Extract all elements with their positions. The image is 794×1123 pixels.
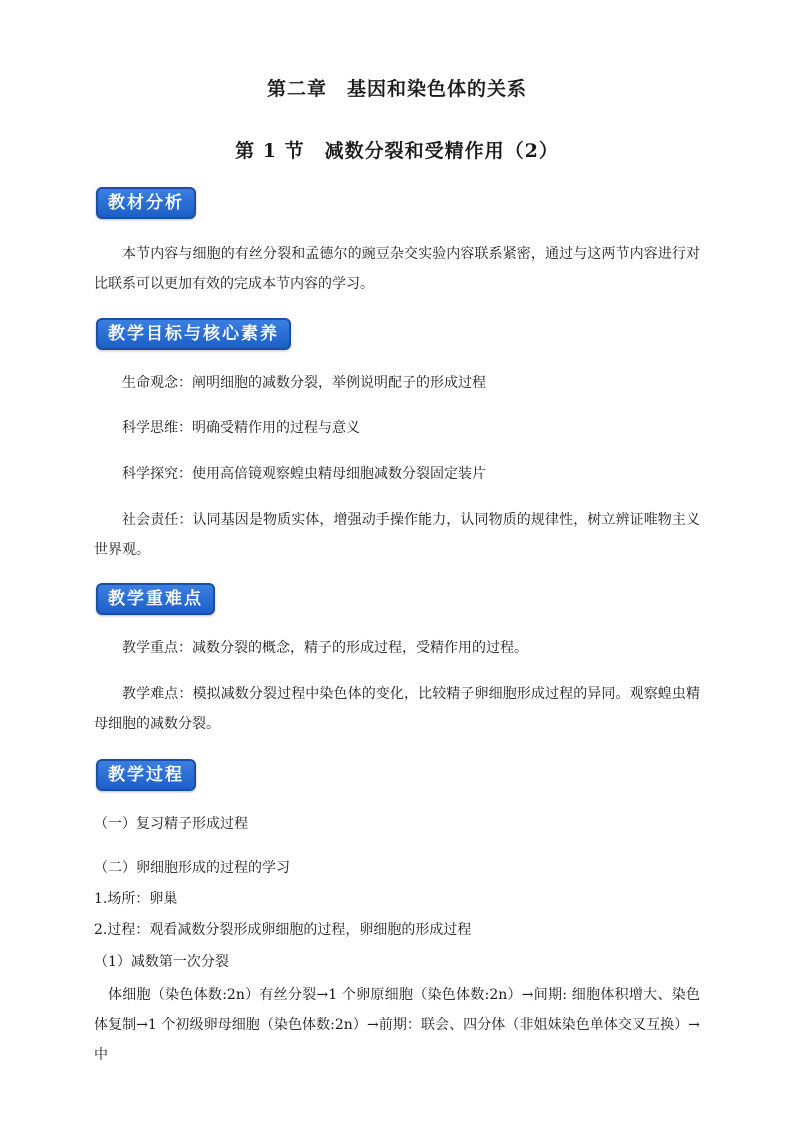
goal-scientific-thinking: 科学思维：明确受精作用的过程与意义 bbox=[122, 420, 360, 436]
badge-teaching-goals: 教学目标与核心素养 bbox=[96, 318, 291, 350]
process-egg-learning-item: （二）卵细胞形成的过程的学习 bbox=[94, 860, 290, 876]
badge-teaching-process: 教学过程 bbox=[96, 759, 196, 791]
chapter-title: 第二章 基因和染色体的关系 bbox=[266, 78, 527, 100]
process-procedure-item: 2.过程：观看减数分裂形成卵细胞的过程，卵细胞的形成过程 bbox=[94, 922, 472, 938]
process-first-division-item: （1）减数第一次分裂 bbox=[94, 954, 229, 970]
process-body-paragraph: 体细胞（染色体数:2n）有丝分裂→1 个卵原细胞（染色体数:2n）→间期: 细胞体积增大、染色体复制→1 个初级卵母细胞（染色体数:2n）→前期：联会、四分体（非姐妹染色单体交叉互换）→中 bbox=[94, 987, 700, 1063]
process-review-item: （一）复习精子形成过程 bbox=[94, 816, 248, 832]
goal-scientific-inquiry: 科学探究：使用高倍镜观察蝗虫精母细胞减数分裂固定装片 bbox=[122, 466, 486, 482]
analysis-paragraph: 本节内容与细胞的有丝分裂和孟德尔的豌豆杂交实验内容联系紧密，通过与这两节内容进行对比联系可以更加有效的完成本节内容的学习。 bbox=[94, 246, 700, 292]
process-site-item: 1.场所：卵巢 bbox=[94, 891, 178, 907]
key-point: 教学重点：减数分裂的概念，精子的形成过程，受精作用的过程。 bbox=[122, 640, 528, 656]
goal-social-responsibility: 社会责任：认同基因是物质实体，增强动手操作能力，认同物质的规律性，树立辨证唯物主义世界观。 bbox=[94, 512, 700, 558]
badge-key-difficult-points: 教学重难点 bbox=[96, 583, 215, 615]
difficult-point: 教学难点：模拟减数分裂过程中染色体的变化，比较精子卵细胞形成过程的异同。观察蝗虫精母细胞的减数分裂。 bbox=[94, 686, 700, 732]
badge-textbook-analysis: 教材分析 bbox=[96, 187, 196, 219]
goal-life-concept: 生命观念：阐明细胞的减数分裂，举例说明配子的形成过程 bbox=[122, 375, 486, 391]
section-title: 第 1 节 减数分裂和受精作用（2） bbox=[235, 140, 559, 162]
